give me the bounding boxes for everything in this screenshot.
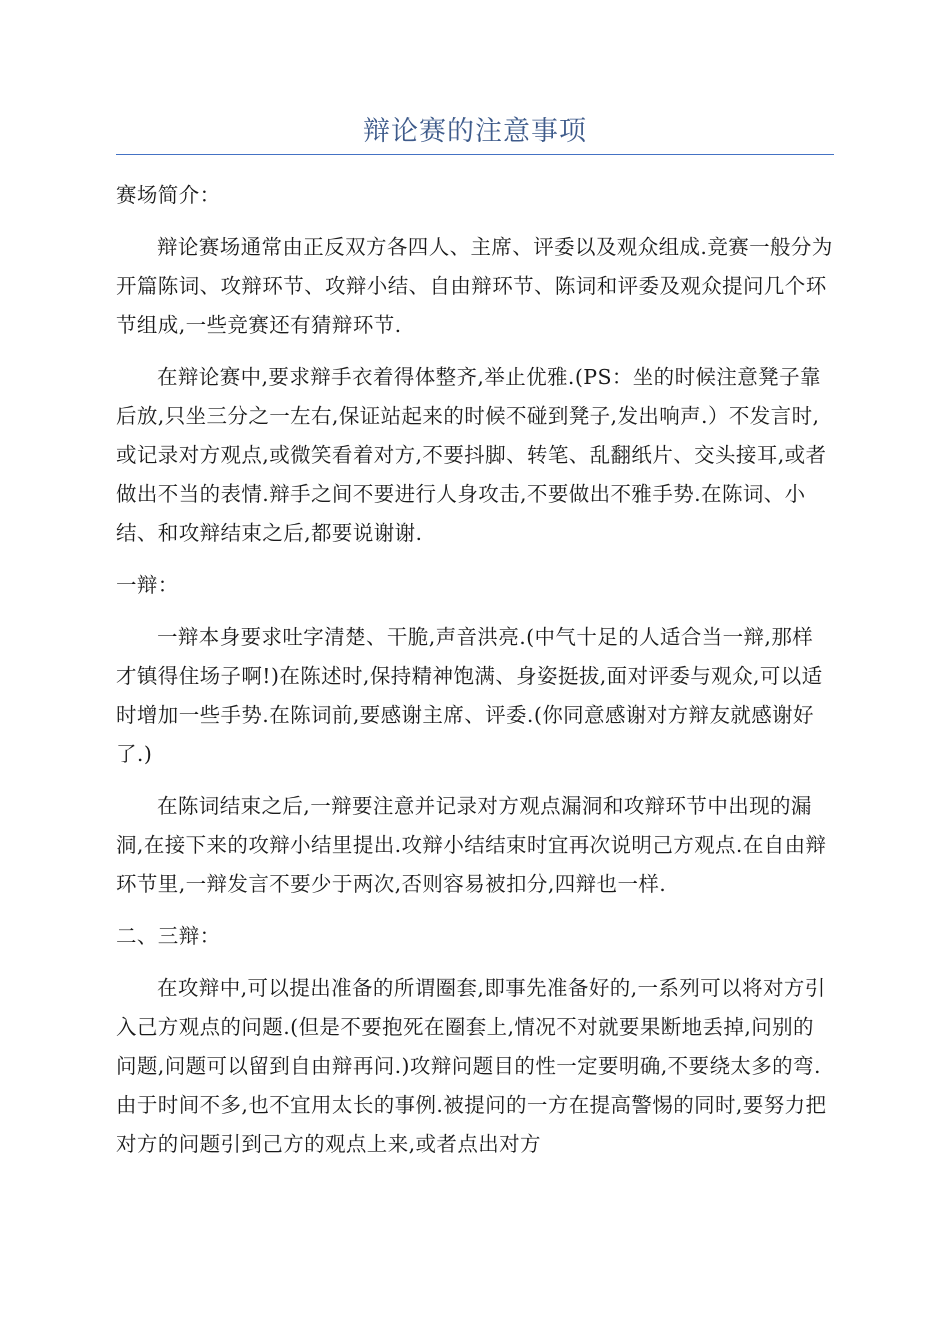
paragraph: 辩论赛场通常由正反双方各四人、主席、评委以及观众组成.竞赛一般分为开篇陈词、攻辩环节、攻辩小结、自由辩环节、陈词和评委及观众提问几个环节组成,一些竞赛还有猜辩环节. [116, 235, 833, 337]
section-heading: 一辩： [116, 573, 179, 597]
paragraph: 一辩本身要求吐字清楚、干脆,声音洪亮.(中气十足的人适合当一辩,那样才镇得住场子啊!)在陈述时,保持精神饱满、身姿挺拔,面对评委与观众,可以适时增加一些手势.在陈词前,要感谢主席、评委.(你同意感谢对方辩友就感谢好了.) [116, 625, 823, 766]
document-title: 辩论赛的注意事项 [363, 116, 587, 147]
section-venue [116, 176, 834, 553]
paragraph: 在辩论赛中,要求辩手衣着得体整齐,举止优雅.(PS：坐的时候注意凳子靠后放,只坐三分之一左右,保证站起来的时候不碰到凳子,发出响声.）不发言时,或记录对方观点,或微笑看着对方,不要抖脚、转笔、乱翻纸片、交头接耳,或者做出不当的表情.辩手之间不要进行人身攻击,不要做出不雅手势.在陈词、小结、和攻辩结束之后,都要说谢谢. [116, 365, 827, 545]
section-first-speaker [116, 566, 834, 904]
paragraph: 在攻辩中,可以提出准备的所谓圈套,即事先准备好的,一系列可以将对方引入己方观点的问题.(但是不要抱死在圈套上,情况不对就要果断地丢掉,问别的问题,问题可以留到自由辩再问.)攻辩问题目的性一定要明确,不要绕太多的弯.由于时间不多,也不宜用太长的事例.被提问的一方在提高警惕的同时,要努力把对方的问题引到己方的观点上来,或者点出对方 [116, 976, 827, 1156]
paragraph: 在陈词结束之后,一辩要注意并记录对方观点漏洞和攻辩环节中出现的漏洞,在接下来的攻辩小结里提出.攻辩小结结束时宜再次说明己方观点.在自由辩环节里,一辩发言不要少于两次,否则容易被扣分,四辩也一样. [116, 794, 827, 896]
title-underline [116, 154, 834, 155]
section-second-third-speaker [116, 917, 834, 1164]
section-heading: 赛场简介： [116, 183, 221, 207]
document-body [116, 176, 834, 1177]
section-heading: 二、三辩： [116, 924, 221, 948]
